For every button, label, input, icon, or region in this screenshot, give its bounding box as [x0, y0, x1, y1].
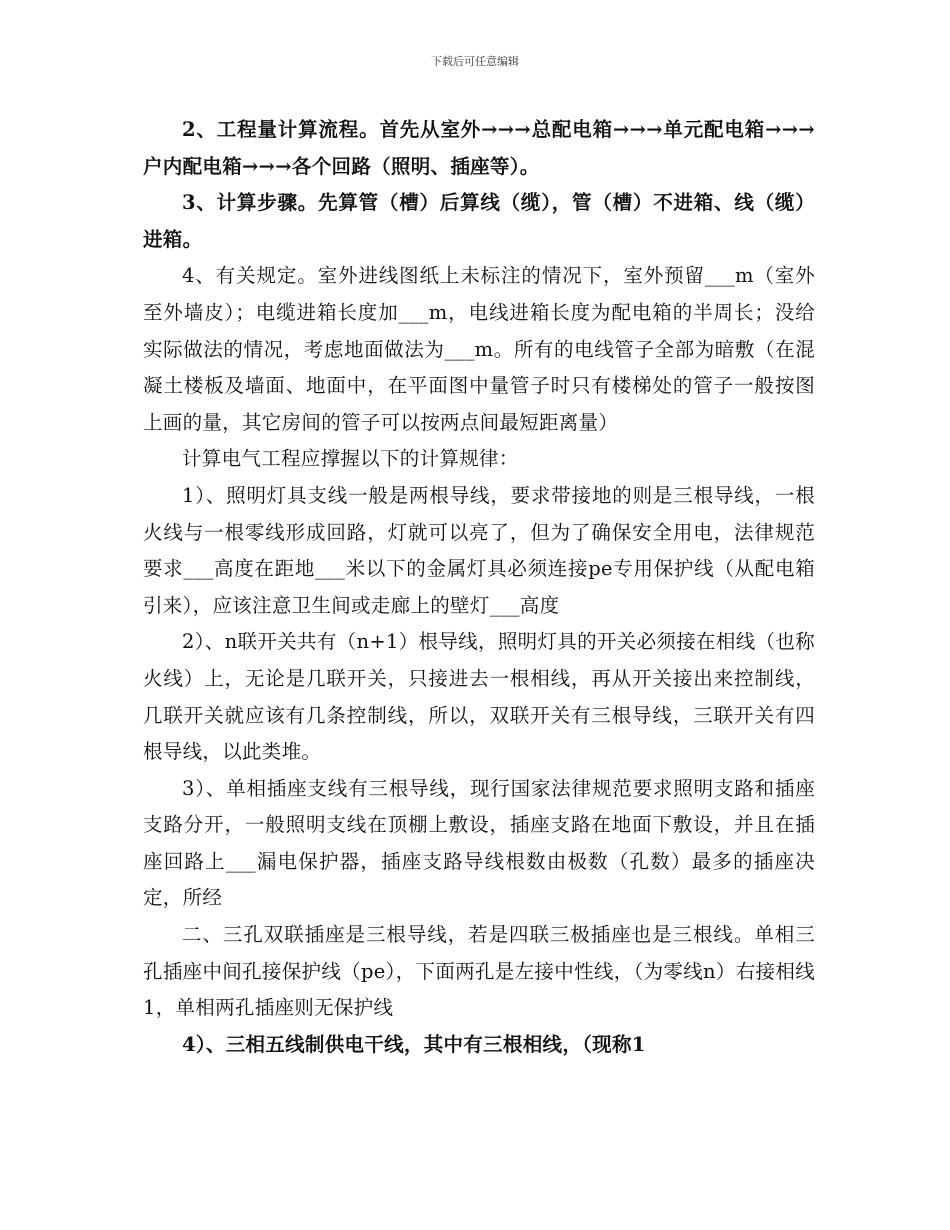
paragraph-rules-intro: 计算电气工程应撑握以下的计算规律： — [182, 447, 519, 471]
paragraph-calc-flow: 2、工程量计算流程。首先从室外→→→总配电箱→→→单元配电箱→→→户内配电箱→→→各个回路（照明、插座等）。 — [143, 118, 815, 178]
paragraph-rule-3: 3）、单相插座支线有三根导线，现行国家法律规范要求照明支路和插座支路分开，一般照明支线在顶棚上敷设，插座支路在地面下敷设，并且在插座回路上___漏电保护器，插座支路导线根数由极数（孔数）最多的插座决定，所经 — [143, 776, 815, 910]
paragraph-socket-note: 二、三孔双联插座是三根导线，若是四联三极插座也是三根线。单相三孔插座中间孔接保护线（pe），下面两孔是左接中性线，（为零线n）右接相线1，单相两孔插座则无保护线 — [143, 923, 815, 1020]
page-header: 下载后可任意编辑 — [431, 55, 519, 68]
document-body — [143, 112, 815, 1063]
paragraph-rule-2: 2）、n联开关共有（n+1）根导线，照明灯具的开关必须接在相线（也称火线）上，无论是几联开关，只接进去一根相线，再从开关接出来控制线，几联开关就应该有几条控制线，所以，双联开关有三根导线，三联开关有四根导线，以此类堆。 — [143, 630, 815, 764]
paragraph-rule-4: 4）、三相五线制供电干线，其中有三根相线，（现称1 — [182, 1032, 646, 1056]
paragraph-rule-1: 1）、照明灯具支线一般是两根导线，要求带接地的则是三根导线，一根火线与一根零线形成回路，灯就可以亮了，但为了确保安全用电，法律规范要求___高度在距地___米以下的金属灯具必须连接pe专用保护线（从配电箱引来），应该注意卫生间或走廊上的壁灯___高度 — [143, 483, 815, 617]
paragraph-calc-steps: 3、计算步骤。先算管（槽）后算线（缆），管（槽）不进箱、线（缆）进箱。 — [143, 191, 815, 251]
paragraph-regulations: 4、有关规定。室外进线图纸上未标注的情况下，室外预留___m（室外至外墙皮）；电缆进箱长度加___m，电线进箱长度为配电箱的半周长；没给实际做法的情况，考虑地面做法为___m。所有的电线管子全部为暗敷（在混凝土楼板及墙面、地面中，在平面图中量管子时只有楼梯处的管子一般按图上画的量，其它房间的管子可以按两点间最短距离量） — [143, 264, 815, 434]
